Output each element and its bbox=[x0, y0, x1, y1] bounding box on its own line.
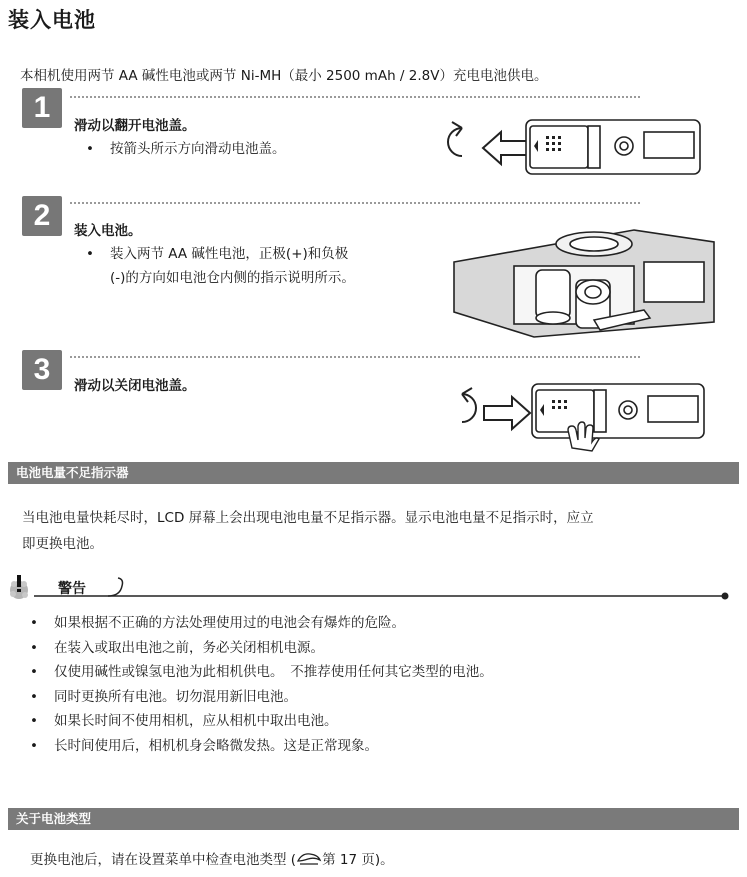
bullet-mark: • bbox=[30, 737, 38, 754]
battery-type-text-before: 更换电池后，请在设置菜单中检查电池类型 ( bbox=[30, 852, 297, 868]
bullet-mark: • bbox=[86, 246, 94, 262]
page-reference-icon bbox=[296, 851, 322, 867]
bullet-mark: • bbox=[86, 141, 94, 157]
warning-list bbox=[30, 611, 730, 758]
list-item bbox=[30, 685, 730, 710]
bullet-mark: • bbox=[30, 639, 38, 656]
bullet-mark: • bbox=[30, 713, 38, 729]
step-3-heading: 滑动以关闭电池盖。 bbox=[74, 378, 196, 394]
warning-divider bbox=[34, 576, 734, 600]
step-1-bullet bbox=[86, 137, 426, 161]
bullet-mark: • bbox=[30, 688, 38, 705]
battery-type-page-ref[interactable]: 第 17 页 bbox=[322, 852, 375, 868]
step-3-divider bbox=[70, 356, 640, 358]
bullet-mark: • bbox=[30, 615, 38, 631]
step-1-bullet-text: 按箭头所示方向滑动电池盖。 bbox=[110, 141, 286, 157]
list-item bbox=[30, 709, 730, 734]
rotate-arrow-icon bbox=[462, 388, 476, 422]
list-item bbox=[30, 611, 730, 636]
step-2-number: 2 bbox=[22, 196, 62, 236]
step-2-divider bbox=[70, 202, 640, 204]
step-3-number: 3 bbox=[22, 350, 62, 390]
step-2-illustration bbox=[444, 222, 720, 340]
warning-item-text: 在装入或取出电池之前，务必关闭相机电源。 bbox=[54, 639, 324, 656]
low-battery-text bbox=[22, 505, 740, 557]
warning-label: 警告 bbox=[58, 581, 86, 597]
step-2-bullet bbox=[86, 242, 436, 290]
list-item bbox=[30, 636, 730, 661]
rotate-arrow-icon bbox=[448, 122, 462, 156]
step-1-number: 1 bbox=[22, 88, 62, 128]
step-1-illustration bbox=[438, 112, 703, 180]
list-item bbox=[30, 660, 730, 685]
battery-type-heading: 关于电池类型 bbox=[8, 808, 739, 830]
camera-icon bbox=[532, 384, 704, 438]
warning-item-text: 如果根据不正确的方法处理使用过的电池会有爆炸的危险。 bbox=[54, 615, 405, 631]
low-battery-text-line-1: 当电池电量快耗尽时，LCD 屏幕上会出现电池电量不足指示器。显示电池电量不足指示时，应立 bbox=[22, 510, 594, 526]
step-2-heading: 装入电池。 bbox=[74, 223, 142, 239]
battery-type-text-after: )。 bbox=[374, 852, 394, 868]
warning-item-text: 如果长时间不使用相机，应从相机中取出电池。 bbox=[54, 713, 338, 729]
left-arrow-icon bbox=[483, 132, 529, 164]
step-2-bullet-line-2: (-)的方向如电池仓内侧的指示说明所示。 bbox=[110, 270, 355, 286]
step-1-heading: 滑动以翻开电池盖。 bbox=[74, 118, 196, 134]
warning-item-text: 仅使用碱性或镍氢电池为此相机供电。 不推荐使用任何其它类型的电池。 bbox=[54, 664, 493, 680]
intro-text: 本相机使用两节 AA 碱性电池或两节 Ni-MH（最小 2500 mAh / 2.8V）充电电池供电。 bbox=[20, 68, 548, 84]
list-item bbox=[30, 734, 730, 759]
right-arrow-icon bbox=[484, 397, 530, 429]
low-battery-text-line-2: 即更换电池。 bbox=[22, 536, 103, 552]
step-3-illustration bbox=[444, 378, 706, 450]
battery-type-text bbox=[30, 848, 394, 868]
bullet-mark: • bbox=[30, 664, 38, 680]
page-title: 装入电池 bbox=[8, 8, 96, 32]
low-battery-heading: 电池电量不足指示器 bbox=[8, 462, 739, 484]
warning-icon bbox=[8, 574, 32, 602]
camera-icon bbox=[526, 120, 700, 174]
step-1-divider bbox=[70, 96, 640, 98]
step-2-bullet-line-1: 装入两节 AA 碱性电池，正极(+)和负极 bbox=[110, 246, 349, 262]
warning-item-text: 长时间使用后，相机机身会略微发热。这是正常现象。 bbox=[54, 737, 378, 754]
warning-item-text: 同时更换所有电池。切勿混用新旧电池。 bbox=[54, 688, 297, 705]
